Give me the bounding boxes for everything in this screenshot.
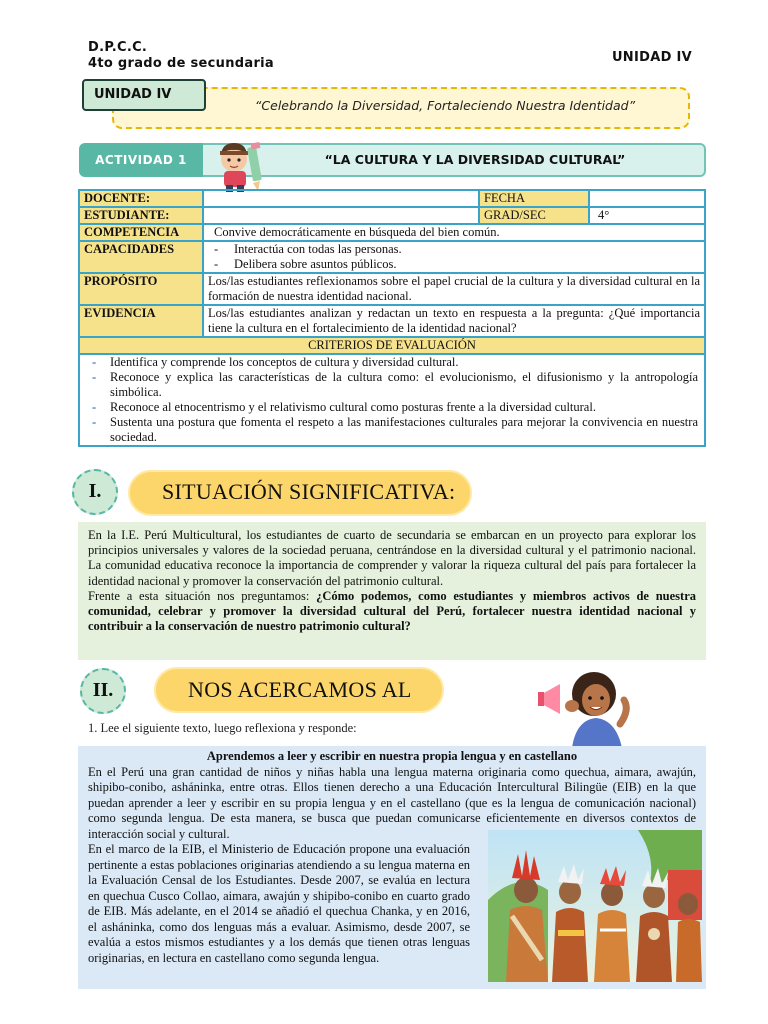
reading-paragraph-2: En el marco de la EIB, el Ministerio de Educación propone una evaluación pertinente a estas poblaciones originarias atendiendo a su lengua materna en la Evaluación Censal de los Estudiantes. Desde 2007, se evalúa en lectura en quechua Cusco Collao, aimara, awajún y shipibo-conibo en cuarto grado de EIB. Más adelante, en el 2014 se añadió el quechua Chanka, y en 2016, el asháninka, como dos lenguas más a evaluar. Asimismo, desde 2007, se evalúa a estos mismos estudiantes y a los demás que tienen otras lenguas originarias, en lectura en castellano como segunda lengua. — [88, 842, 470, 965]
list-item: - Interactúa con todas las personas. — [234, 242, 700, 257]
org-label: D.P.C.C. — [88, 40, 148, 55]
proposito-value: Los/las estudiantes reflexionamos sobre el papel crucial de la cultura y la diversidad cultural en la formación de nuestra identidad nacional. — [203, 273, 705, 305]
grade-label: 4to grado de secundaria — [88, 56, 275, 71]
row-criterios — [79, 354, 705, 446]
situation-question-lead: Frente a esta situación nos preguntamos: — [88, 588, 317, 603]
list-item: - Identifica y comprende los conceptos de cultura y diversidad cultural. — [110, 355, 698, 370]
gradsec-field[interactable]: 4° — [589, 207, 705, 224]
row-proposito — [79, 273, 705, 305]
competencia-label: COMPETENCIA — [79, 224, 203, 241]
situation-question: ¿Cómo podemos, como estudiantes y miembros activos de nuestra comunidad, celebrar y promover la diversidad cultural del Perú, fortalecer nuestra identidad nacional y contribuir a la conservación de nuestro patrimonio cultural? — [88, 588, 696, 634]
row-criterios-header — [79, 337, 705, 354]
fecha-label: FECHA — [479, 190, 589, 207]
list-item: - Reconoce y explica las características de la cultura como: el evolucionismo, el difusionismo y la antropología simbólica. — [110, 370, 698, 400]
capacidades-list — [208, 242, 700, 272]
indigenous-children-photo — [488, 830, 702, 982]
row-docente — [79, 190, 705, 207]
docente-field[interactable] — [203, 190, 479, 207]
proposito-label: PROPÓSITO — [79, 273, 203, 305]
docente-label: DOCENTE: — [79, 190, 203, 207]
header-left — [88, 40, 274, 72]
row-estudiante — [79, 207, 705, 224]
row-capacidades — [79, 241, 705, 273]
section1-numeral: I. — [72, 469, 118, 515]
section1-title: SITUACIÓN SIGNIFICATIVA: — [162, 479, 456, 504]
situation-question-block — [88, 589, 696, 635]
situation-paragraph: En la I.E. Perú Multicultural, los estudiantes de cuarto de secundaria se embarcan en un proyecto para explorar los principios universales y valores de la sociedad peruana, centrándose en la diversidad cultural y el patrimonio nacional. La comunidad educativa reconoce la importancia de comprender y valorar la riqueza cultural del país para fortalecer la identidad nacional y promover la conservación del patrimonio cultural. — [88, 528, 696, 588]
row-evidencia — [79, 305, 705, 337]
situation-box — [78, 522, 706, 660]
activity-badge: ACTIVIDAD 1 — [79, 143, 203, 177]
list-item: - Delibera sobre asuntos públicos. — [234, 257, 700, 272]
unit-title: “Celebrando la Diversidad, Fortaleciendo Nuestra Identidad” — [254, 98, 636, 113]
evidencia-value: Los/las estudiantes analizan y redactan un texto en respuesta a la pregunta: ¿Qué importancia tiene la cultura en el fortalecimiento de la identidad nacional? — [203, 305, 705, 337]
criterios-value — [79, 354, 705, 446]
unit-badge: UNIDAD IV — [82, 79, 206, 111]
capacidades-value — [203, 241, 705, 273]
section2-numeral: II. — [80, 668, 126, 714]
capacidades-label: CAPACIDADES — [79, 241, 203, 273]
criterios-list — [84, 355, 700, 445]
estudiante-field[interactable] — [203, 207, 479, 224]
unit-label-right: UNIDAD IV — [611, 50, 692, 65]
estudiante-label: ESTUDIANTE: — [79, 207, 203, 224]
row-competencia — [79, 224, 705, 241]
list-item: - Reconoce al etnocentrismo y el relativismo cultural como posturas frente a la diversidad cultural. — [110, 400, 698, 415]
section2-title: NOS ACERCAMOS AL — [188, 677, 412, 702]
competencia-value: Convive democráticamente en búsqueda del bien común. — [203, 224, 705, 241]
activity-info-table — [78, 189, 706, 447]
student-with-pencil-illustration — [212, 137, 270, 193]
evidencia-label: EVIDENCIA — [79, 305, 203, 337]
list-item: - Sustenta una postura que fomenta el respeto a las manifestaciones culturales para mejorar la convivencia en nuestra sociedad. — [110, 415, 698, 445]
reading-instruction: 1. Lee el siguiente texto, luego reflexiona y responde: — [88, 721, 357, 735]
reading-paragraph-1: En el Perú una gran cantidad de niños y niñas habla una lengua materna originaria como quechua, aimara, awajún, shipibo-conibo, asháninka, entre otras. Ellos tienen derecho a una Educación Intercultural Bilingüe (EIB) en la que puedan aprender a leer y escribir en su propia lengua y en el castellano (que es la lengua de comunicación nacional) como segunda lengua. De esta manera, se busca que puedan comunicarse eficientemente en diversos contextos de interacción social y cultural. — [88, 764, 696, 841]
gradsec-label: GRAD/SEC — [479, 207, 589, 224]
girl-with-megaphone-illustration — [538, 664, 638, 748]
activity-title: “LA CULTURA Y LA DIVERSIDAD CULTURAL” — [324, 152, 626, 167]
fecha-field[interactable] — [589, 190, 705, 207]
reading-title: Aprendemos a leer y escribir en nuestra propia lengua y en castellano — [206, 749, 578, 763]
criterios-label: CRITERIOS DE EVALUACIÓN — [79, 337, 705, 354]
